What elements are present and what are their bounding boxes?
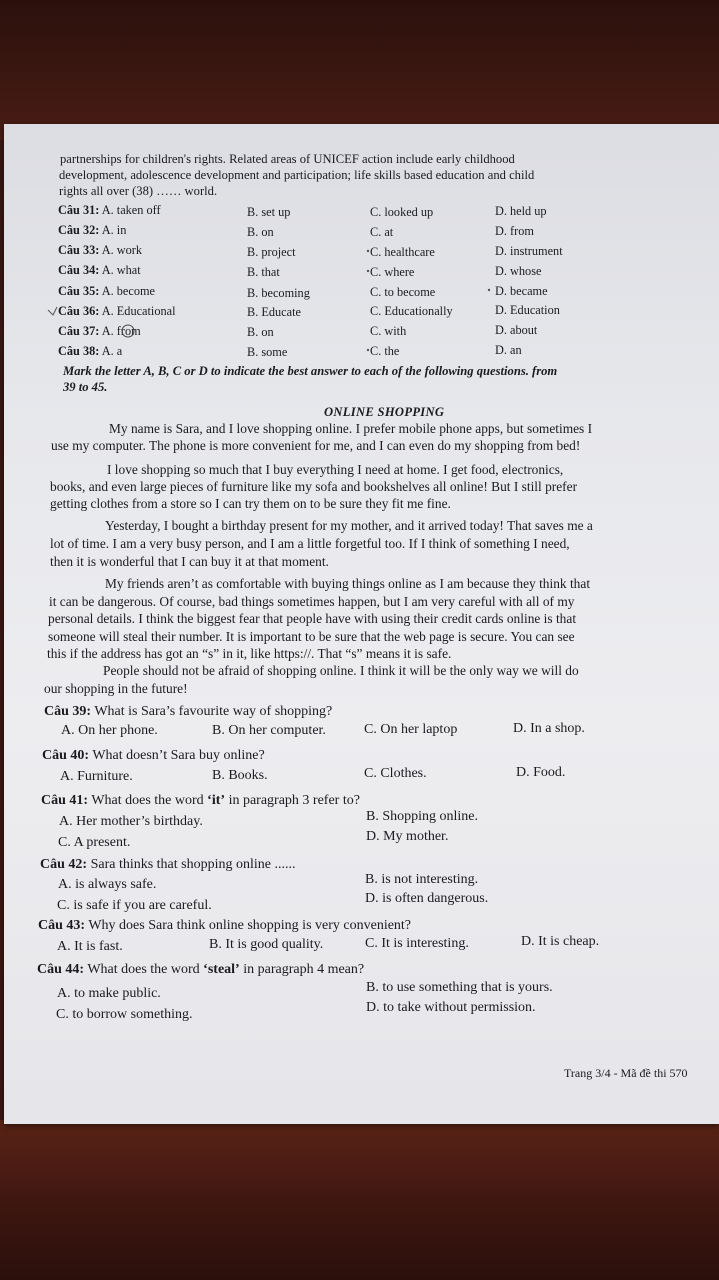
option-a: A. become — [101, 284, 156, 298]
passage-line-6: Yesterday, I bought a birthday present for my mother, and it arrived today! That saves me a — [105, 518, 593, 533]
question-label: Câu 31: — [58, 203, 100, 217]
passage-line-8: then it is wonderful that I can buy it at that moment. — [50, 554, 329, 569]
question-text: What does the word — [91, 793, 208, 808]
question-label: Câu 38: — [58, 344, 100, 358]
question-label: Câu 42: — [40, 857, 88, 872]
q36-option-c: C. Educationally — [370, 304, 453, 318]
q37-option-b: B. on — [247, 325, 274, 339]
q42-stem — [40, 857, 296, 873]
intro-line-2: development, adolescence development and participation; life skills based education and child — [59, 168, 535, 182]
q43-option-c: C. It is interesting. — [365, 936, 469, 951]
question-text-end: in paragraph 4 mean? — [239, 962, 365, 977]
q32-option-c: C. at — [370, 225, 394, 239]
q39-option-c: C. On her laptop — [364, 722, 458, 737]
question-label: Câu 44: — [37, 962, 85, 977]
q32-option-b: B. on — [247, 225, 274, 239]
q41-stem — [41, 793, 360, 809]
q37-option-d: D. about — [495, 323, 538, 337]
q31-option-d: D. held up — [495, 204, 547, 218]
question-label: Câu 37: — [58, 324, 100, 338]
question-label: Câu 41: — [41, 793, 89, 808]
q37-option-c: C. with — [370, 324, 407, 338]
q41-option-d: D. My mother. — [366, 829, 449, 844]
question-text: Why does Sara think online shopping is very convenient? — [88, 918, 412, 933]
question-text: What does the word — [87, 962, 204, 977]
passage-line-7: lot of time. I am a very busy person, and I am a little forgetful too. If I think of something I need, — [50, 536, 570, 551]
question-label: Câu 40: — [42, 748, 90, 763]
q35-option-b: B. becoming — [247, 286, 310, 300]
passage-line-9: My friends aren’t as comfortable with buying things online as I am because they think that — [105, 576, 591, 591]
passage-line-3: I love shopping so much that I buy everything I need at home. I get food, electronics, — [107, 462, 564, 477]
option-a: A. taken off — [101, 203, 161, 217]
question-label: Câu 33: — [58, 243, 100, 257]
q34-option-c: C. where — [370, 265, 415, 279]
question-text: What is Sara’s favourite way of shopping? — [94, 704, 333, 719]
q42-option-b: B. is not interesting. — [365, 872, 479, 887]
passage-line-2: use my computer. The phone is more convenient for me, and I can even do my shopping from bed! — [51, 438, 581, 453]
q43-stem — [38, 918, 411, 934]
question-text: Sara thinks that shopping online ...... — [90, 857, 296, 872]
q44-option-c: C. to borrow something. — [56, 1007, 193, 1022]
q38-option-c: C. the — [370, 344, 400, 358]
q38-option-d: D. an — [495, 343, 522, 357]
passage-line-10: it can be dangerous. Of course, bad things sometimes happen, but I am very careful with all of my — [49, 594, 575, 609]
background-top — [0, 0, 719, 140]
q40-option-d: D. Food. — [516, 765, 566, 780]
passage-line-4: books, and even large pieces of furniture like my sofa and bookshelves all online! But I still prefer — [50, 479, 578, 494]
option-a: A. in — [101, 223, 127, 237]
q35-option-d: D. became — [495, 284, 548, 298]
q42-option-d: D. is often dangerous. — [365, 891, 489, 906]
q41-option-b: B. Shopping online. — [366, 809, 479, 824]
q43-option-b: B. It is good quality. — [209, 937, 324, 952]
q34-option-b: B. that — [247, 265, 280, 279]
q44-option-d: D. to take without permission. — [366, 1000, 536, 1015]
passage-line-5: getting clothes from a store so I can try them on to be sure they fit me fine. — [50, 496, 451, 511]
option-a: A. work — [101, 243, 143, 257]
highlight-word: ‘steal’ — [203, 962, 240, 977]
q39-option-b: B. On her computer. — [212, 723, 326, 738]
passage-line-13: this if the address has got an “s” in it, like https://. That “s” means it is safe. — [47, 646, 452, 661]
circled-answer-a37 — [122, 325, 134, 337]
intro-line-1: partnerships for children's rights. Related areas of UNICEF action include early childhood — [60, 152, 515, 166]
tick-dot-c34 — [367, 270, 369, 272]
tick-dot-c33 — [367, 250, 369, 252]
question-text-end: in paragraph 3 refer to? — [225, 793, 360, 808]
q31-option-b: B. set up — [247, 205, 291, 219]
option-a: A. Educational — [101, 304, 176, 318]
question-label: Câu 39: — [44, 704, 92, 719]
option-a: A. a — [101, 344, 123, 358]
q43-option-d: D. It is cheap. — [521, 934, 600, 949]
q39-option-d: D. In a shop. — [513, 721, 585, 736]
option-a: A. from — [101, 324, 141, 338]
q44-option-a: A. to make public. — [57, 986, 161, 1001]
q40-option-a: A. Furniture. — [60, 769, 133, 784]
q33-option-d: D. instrument — [495, 244, 563, 258]
question-label: Câu 43: — [38, 918, 86, 933]
exam-page — [4, 124, 719, 1124]
highlight-word: ‘it’ — [207, 793, 226, 808]
q33-option-c: C. healthcare — [370, 245, 435, 259]
q44-option-b: B. to use something that is yours. — [366, 980, 553, 995]
tick-dot-d35 — [488, 289, 490, 291]
q42-option-c: C. is safe if you are careful. — [57, 898, 212, 913]
q33-option-b: B. project — [247, 245, 296, 259]
q42-option-a: A. is always safe. — [58, 877, 157, 892]
q41-option-c: C. A present. — [58, 835, 131, 850]
q40-option-c: C. Clothes. — [364, 766, 427, 781]
passage-line-15: our shopping in the future! — [44, 681, 188, 696]
background-bottom — [0, 1120, 719, 1280]
pencil-marks — [4, 124, 719, 384]
q31-option-c: C. looked up — [370, 205, 434, 219]
passage-title: ONLINE SHOPPING — [324, 405, 445, 419]
q40-stem — [42, 748, 265, 764]
q39-stem — [44, 704, 332, 720]
q38-option-b: B. some — [247, 345, 288, 359]
option-a: A. what — [101, 263, 141, 277]
q40-option-b: B. Books. — [212, 768, 268, 783]
intro-line-3: rights all over (38) …… world. — [59, 184, 218, 198]
q36-option-d: D. Education — [495, 303, 560, 317]
instruction-line-1: Mark the letter A, B, C or D to indicate the best answer to each of the following questions. from — [63, 364, 558, 378]
passage-line-12: someone will steal their number. It is important to be sure that the web page is secure. You can see — [48, 629, 575, 644]
question-label: Câu 35: — [58, 284, 100, 298]
q44-stem — [37, 962, 364, 978]
question-label: Câu 32: — [58, 223, 100, 237]
q32-option-d: D. from — [495, 224, 534, 238]
q35-option-c: C. to become — [370, 285, 436, 299]
instruction-line-2: 39 to 45. — [63, 380, 108, 394]
q34-option-d: D. whose — [495, 264, 542, 278]
tick-dot-c38 — [367, 349, 369, 351]
passage-line-14: People should not be afraid of shopping online. I think it will be the only way we will do — [103, 663, 579, 678]
q39-option-a: A. On her phone. — [61, 723, 158, 738]
q43-option-a: A. It is fast. — [57, 939, 123, 954]
page-footer: Trang 3/4 - Mã đề thi 570 — [564, 1066, 688, 1080]
passage-line-11: personal details. I think the biggest fear that people have with using their credit cards online is that — [48, 611, 577, 626]
question-label: Câu 34: — [58, 263, 100, 277]
q41-option-a: A. Her mother’s birthday. — [59, 814, 203, 829]
passage-line-1: My name is Sara, and I love shopping online. I prefer mobile phone apps, but sometimes I — [109, 421, 593, 436]
question-label: Câu 36: — [58, 304, 100, 318]
question-text: What doesn’t Sara buy online? — [92, 748, 265, 763]
check-mark-icon — [48, 307, 57, 315]
q36-option-b: B. Educate — [247, 305, 301, 319]
